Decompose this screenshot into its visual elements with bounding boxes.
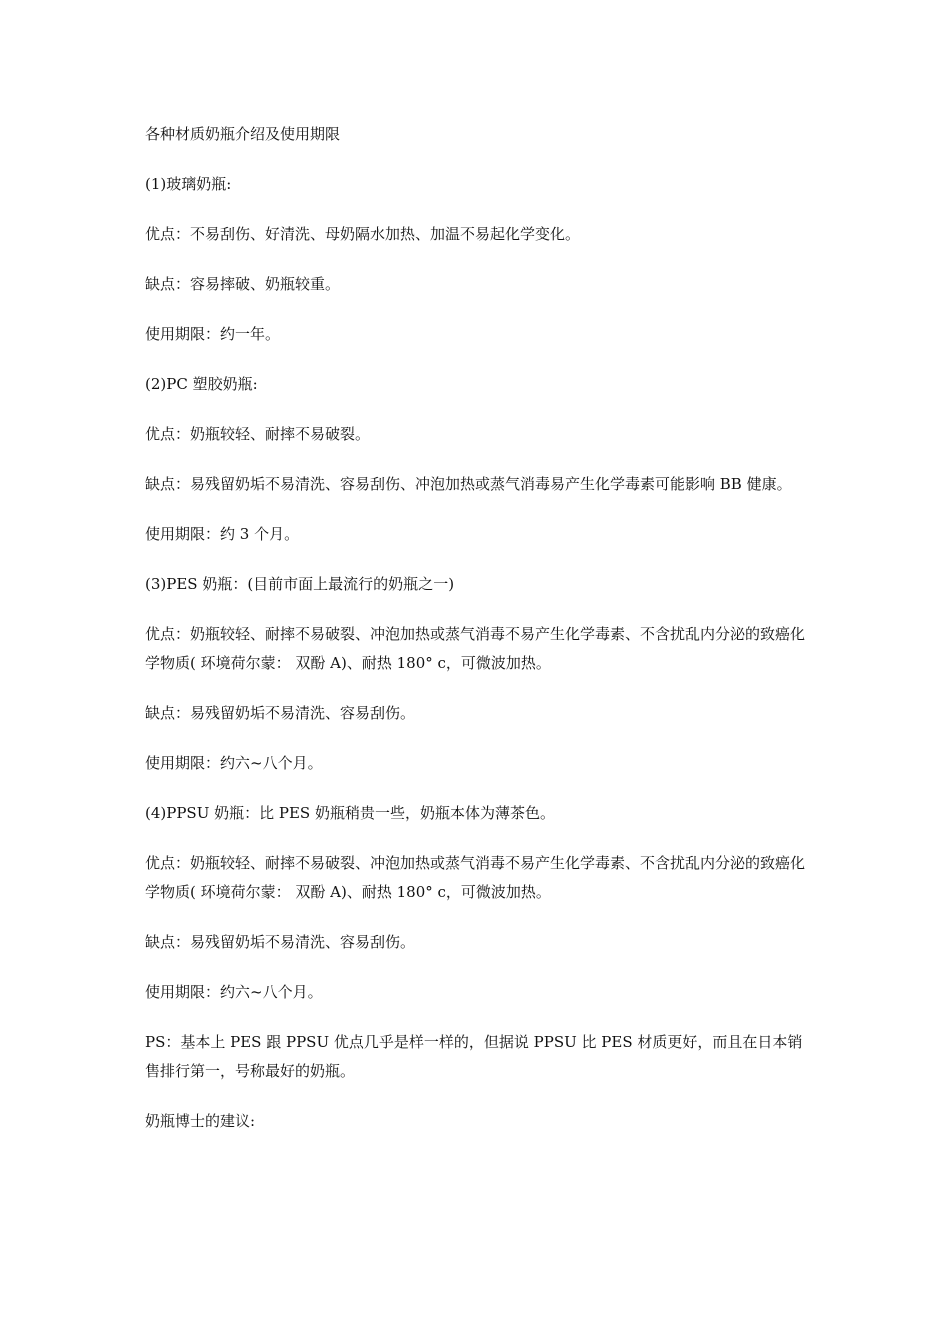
pc-pros: 优点：奶瓶较轻、耐摔不易破裂。: [145, 425, 371, 443]
document-body: [145, 120, 810, 1157]
glass-cons: 缺点：容易摔破、奶瓶较重。: [145, 275, 341, 293]
ppsu-cons: 缺点：易残留奶垢不易清洗、容易刮伤。: [145, 933, 416, 951]
section-glass-heading: (1)玻璃奶瓶:: [145, 175, 232, 193]
ppsu-lifespan: 使用期限：约六~八个月。: [145, 983, 323, 1001]
document-title: 各种材质奶瓶介绍及使用期限: [145, 125, 341, 143]
ps-note: PS：基本上 PES 跟 PPSU 优点几乎是样一样的，但据说 PPSU 比 PES 材质更好，而且在日本销售排行第一，号称最好的奶瓶。: [145, 1033, 803, 1080]
pc-lifespan: 使用期限：约 3 个月。: [145, 525, 300, 543]
pes-cons: 缺点：易残留奶垢不易清洗、容易刮伤。: [145, 704, 416, 722]
section-ppsu-heading: (4)PPSU 奶瓶：比 PES 奶瓶稍贵一些，奶瓶本体为薄茶色。: [145, 804, 555, 822]
ppsu-pros: 优点：奶瓶较轻、耐摔不易破裂、冲泡加热或蒸气消毒不易产生化学毒素、不含扰乱内分泌的致癌化学物质( 环境荷尔蒙： 双酚 A)、耐热 180° c，可微波加热。: [145, 854, 806, 901]
glass-pros: 优点：不易刮伤、好清洗、母奶隔水加热、加温不易起化学变化。: [145, 225, 581, 243]
advice-heading: 奶瓶博士的建议:: [145, 1112, 256, 1130]
section-pc-heading: (2)PC 塑胶奶瓶:: [145, 375, 258, 393]
pc-cons: 缺点：易残留奶垢不易清洗、容易刮伤、冲泡加热或蒸气消毒易产生化学毒素可能影响 BB 健康。: [145, 475, 792, 493]
section-pes-heading: (3)PES 奶瓶：(目前市面上最流行的奶瓶之一): [145, 575, 455, 593]
glass-lifespan: 使用期限：约一年。: [145, 325, 281, 343]
pes-pros: 优点：奶瓶较轻、耐摔不易破裂、冲泡加热或蒸气消毒不易产生化学毒素、不含扰乱内分泌的致癌化学物质( 环境荷尔蒙： 双酚 A)、耐热 180° c，可微波加热。: [145, 625, 806, 672]
pes-lifespan: 使用期限：约六~八个月。: [145, 754, 323, 772]
